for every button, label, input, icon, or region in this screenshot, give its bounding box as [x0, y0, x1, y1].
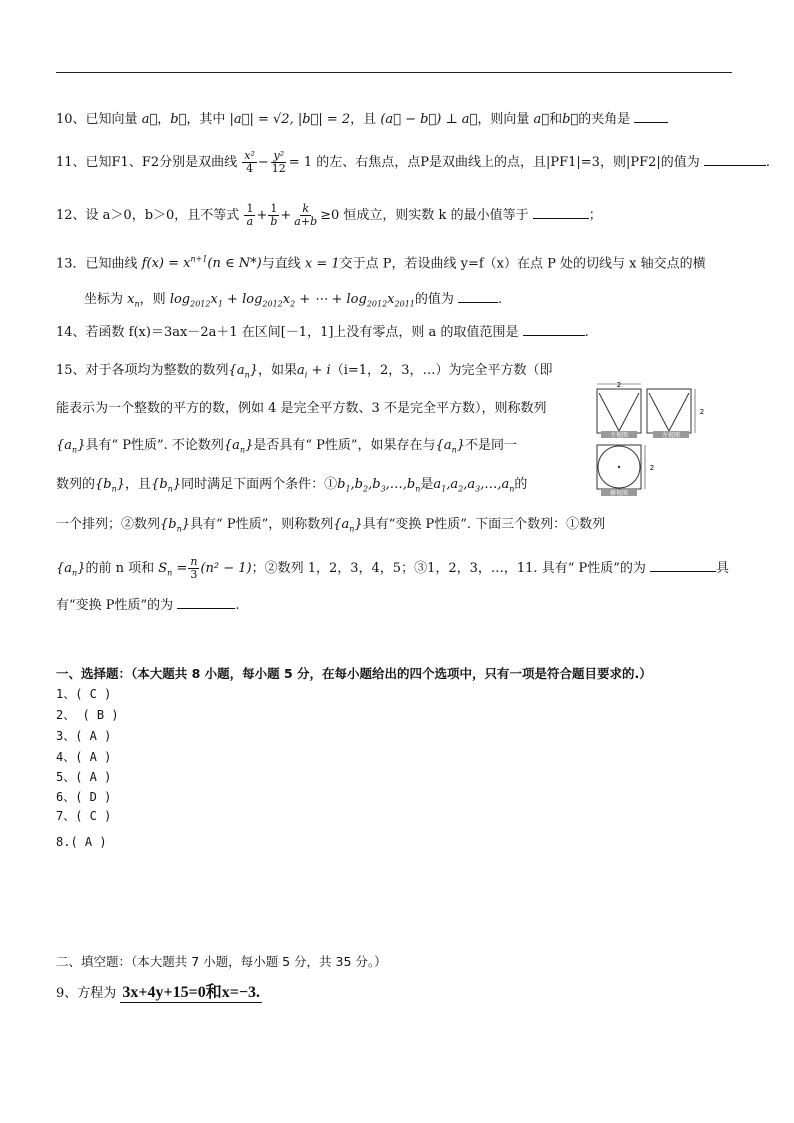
- front-view-box: [597, 389, 641, 433]
- answer-6: 6、( D ): [56, 790, 112, 804]
- problem-13-cont: 坐标为 $x_n$，则 $\log_{2012}x_1 + \log_{2012}x_2$ + ⋯ + $\log_{2012}x_{2011}$的值为 .: [84, 292, 503, 309]
- problem-15: 15、对于各项均为整数的数列$\{a_n\}$，如果$a_i + i(i=1$，2，3，…）为完全平方数（即: [56, 363, 553, 380]
- section-2-heading: 二、填空题：（本大题共 7 小题，每小题 5 分，共 35 分。）: [56, 954, 387, 969]
- answer-9-equation: 3x+4y+15=0和x=−3.: [122, 984, 261, 1001]
- answer-1: 1、( C ): [56, 687, 112, 701]
- problem-10: 10、已知向量 a⃗，b⃗，其中 |a⃗| = √2, |b⃗| = 2，且 (a⃗ − b⃗) ⊥ a⃗，则向量 a⃗和b⃗的夹角是: [56, 110, 668, 129]
- answer-blank: [458, 290, 498, 303]
- answer-7: 7、( C ): [56, 809, 112, 823]
- problem-15-line6: $\{a_n\}$的前 n 项和 $S_n$ = $\frac{n}{3}$ (n² − 1)；②数列 1，2，3，4，5；③1，2，3，…，11. 具有“ P性质”的为 具: [56, 555, 730, 581]
- answer-blank: [177, 596, 235, 609]
- dim-label-bottom: 2: [649, 464, 655, 472]
- answer-2: 2、 ( B ): [56, 708, 119, 722]
- top-view-label: 俯视图: [609, 490, 629, 497]
- answer-blank: [533, 206, 589, 219]
- three-view-figure: [595, 381, 710, 511]
- dim-label-side: 2: [699, 408, 705, 416]
- answer-5: 5、( A ): [56, 770, 112, 784]
- front-view-label: 主视图: [609, 432, 629, 439]
- section-1-heading: 一、选择题：（本大题共 8 小题，每小题 5 分，在每小题给出的四个选项中，只有一项是符合题目要求的.）: [56, 666, 652, 681]
- answer-blank: [523, 323, 585, 336]
- answer-blank: [634, 110, 668, 123]
- side-view-label: 左视图: [661, 432, 681, 439]
- problem-15-line4: 数列的$\{b_n\}$，且$\{b_n\}$同时满足下面两个条件：$①b_1,b_2,b_3,\dots,b_n$是$a_1,a_2,a_3,\dots,a_n$的: [56, 477, 528, 494]
- problem-15-line3: $\{a_n\}$具有“ P性质”. 不论数列$\{a_n\}$是否具有“ P性质”，如果存在与$\{a_n\}$不是同一: [56, 438, 518, 455]
- problem-14: 14、若函数 f(x)＝3ax－2a＋1 在区间[－1，1]上没有零点，则 a 的取值范围是 .: [56, 325, 589, 340]
- answer-blank: [650, 559, 716, 572]
- dim-label-top: 2: [616, 381, 622, 389]
- answer-blank: [704, 153, 766, 166]
- answer-8: 8.( A ): [56, 835, 107, 849]
- problem-13: 13．已知曲线 $f(x) = x^{n+1}(n$ ∈ N*)与直线 x = 1交于点 P，若设曲线 y=f（x）在点 P 处的切线与 x 轴交点的横: [56, 255, 706, 272]
- problem-12: 12、设 a＞0，b＞0，且不等式 $\frac{1}{a}$ + $\frac{1}{b}$ + $\frac{k}{a+b}$ ≥0 恒成立，则实数 k 的最小值等于 ；: [56, 202, 602, 228]
- problem-15-line2: 能表示为一个整数的平方的数，例如 4 是完全平方数、3 不是完全平方数），则称数列: [56, 401, 547, 416]
- answer-4: 4、( A ): [56, 750, 112, 764]
- side-view-box: [647, 389, 691, 433]
- answer-3: 3、( A ): [56, 729, 112, 743]
- problem-11: 11、已知F1、F2分别是双曲线 $\frac{\text{x²}}{4}$ − $\frac{\text{y²}}{12}$ = 1 的左、右焦点，点P是双曲线上的点，且|PF1|=3，则|PF2|的值为 .: [56, 149, 771, 175]
- problem-15-line7: 有“变换 P性质”的为 .: [56, 598, 240, 613]
- problem-15-line5: 一个排列；②数列$\{b_n\}$具有“ P性质”，则称数列$\{a_n\}$具有“变换 P性质”. 下面三个数列：①数列: [56, 517, 606, 534]
- answer-9: 9、方程为 3x+4y+15=0和x=−3.: [56, 984, 261, 1001]
- header-rule: [56, 72, 732, 73]
